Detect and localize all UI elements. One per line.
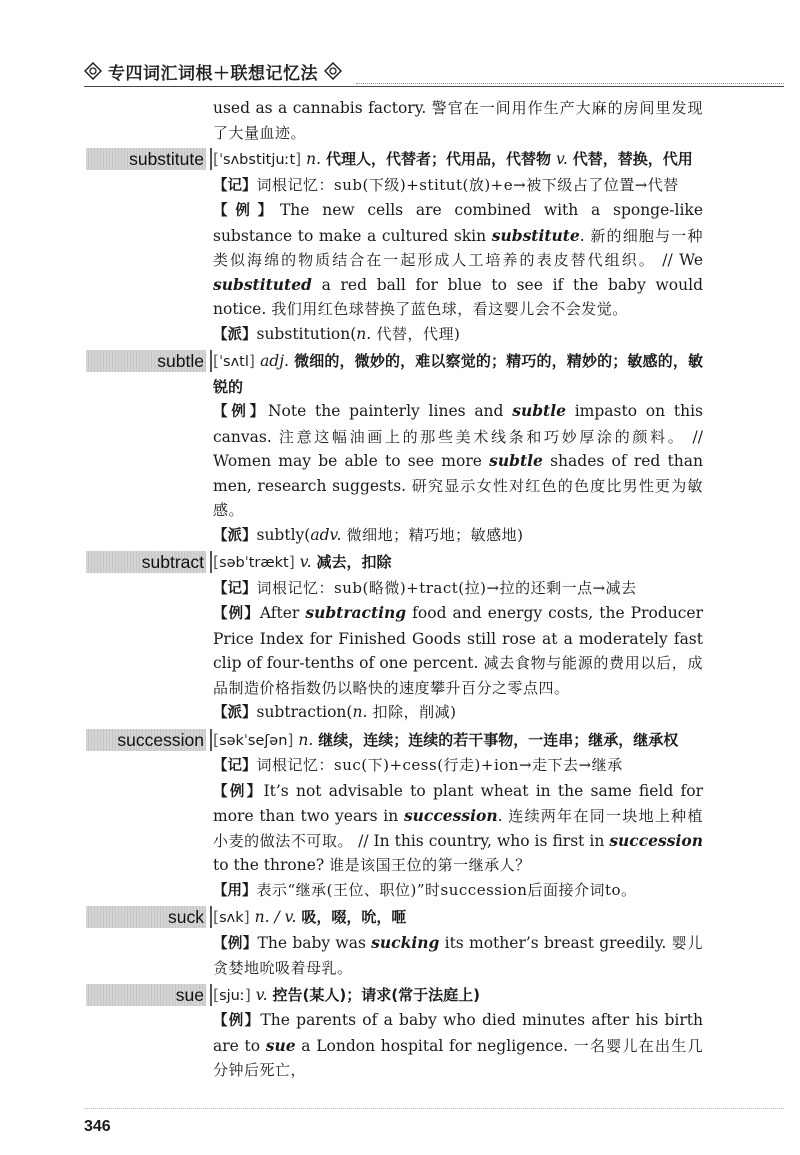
- example-en: to the throne?: [213, 856, 325, 874]
- running-header: [84, 56, 784, 86]
- entry-substitute: [0, 147, 800, 347]
- example-en: Note the painterly lines and: [267, 402, 513, 420]
- example-en: shades of red than men, research suggests.: [213, 452, 703, 495]
- headword-bar: [86, 906, 206, 928]
- derivative-def: 代替，代理): [371, 324, 461, 343]
- usage-text: 表示“继承(王位、职位)”时succession后面接介词to。: [256, 880, 637, 899]
- example-en: a red ball for blue to see if the baby would notice.: [213, 275, 703, 318]
- example-keyword: succession: [609, 830, 703, 850]
- headword: succession: [117, 729, 204, 750]
- example-keyword: substitute: [491, 225, 580, 245]
- memory-text: 词根记忆：sub(略微)+tract(拉)→拉的还剩一点→减去: [256, 578, 637, 597]
- definition: 代替，替换，代用: [572, 150, 693, 168]
- memory-note: [213, 753, 703, 779]
- example-en: The parents of a baby who died minutes after his birth are to: [213, 1011, 704, 1055]
- example-zh: 我们用红色球替换了蓝色球，看这婴儿会不会发觉。: [271, 300, 628, 318]
- example-en: // Women may be able to see more: [213, 427, 703, 470]
- headword-separator: [210, 984, 212, 1006]
- definition-line: [sʌk] n. / v. 吸，啜，吮，咂: [213, 908, 407, 926]
- phonetic: səkˈseʃən: [219, 732, 288, 749]
- definition-line: [səkˈseʃən] n. 继续，连续；连续的若干事物，一连串；继承，继承权: [213, 730, 679, 749]
- example-block: [213, 399, 703, 523]
- example-en: // In this country, who is first in: [358, 831, 610, 850]
- part-of-speech: n.: [298, 730, 314, 749]
- derivative-note: [213, 523, 703, 549]
- part-of-speech: n. / v.: [254, 908, 297, 926]
- example-en: // We: [662, 251, 703, 269]
- header-dotted-rule: [356, 83, 784, 84]
- headword-bar: [86, 148, 206, 170]
- headword: subtract: [141, 552, 204, 572]
- diamond-ornament-icon: [324, 62, 342, 80]
- headword: suck: [168, 907, 204, 927]
- definition-line: [ˈsʌtl] adj. 微细的，微妙的，难以察觉的；精巧的，精妙的；敏感的，敏锐的: [213, 352, 703, 396]
- headword-bar: [86, 729, 206, 751]
- example-zh: 一名婴儿在出生几分钟后死亡，: [213, 1036, 703, 1079]
- headword: subtle: [157, 351, 204, 371]
- definition: 继续，连续；连续的若干事物，一连串；继承，继承权: [318, 730, 679, 749]
- example-zh: 警官在一间用作生产大麻的房间里发现了大量血迹。: [213, 99, 703, 142]
- example-en: food and energy costs, the Producer Price Index for Finished Goods still rose at a moderately fast clip of four-tenths of one percent.: [213, 604, 704, 672]
- memory-text: 词根记忆：suc(下)+cess(行走)+ion→走下去→继承: [256, 756, 623, 774]
- derivative-tag: 【派】: [213, 326, 257, 343]
- part-of-speech: n.: [306, 150, 322, 168]
- definition: 吸，啜，吮，咂: [301, 908, 407, 926]
- headword-separator: [210, 148, 212, 170]
- headword-separator: [210, 906, 212, 928]
- memory-text: 词根记忆：sub(下级)+stitut(放)+e→被下级占了位置→代替: [256, 175, 679, 194]
- definition: 微细的，微妙的，难以察觉的；精巧的，精妙的；敏感的，敏锐的: [213, 352, 703, 396]
- entry-suck: [0, 905, 800, 981]
- headword-bar: [86, 984, 206, 1006]
- memory-note: [213, 576, 703, 602]
- derivative-word: subtly(: [256, 525, 311, 544]
- part-of-speech: n.: [352, 703, 368, 721]
- part-of-speech: v.: [555, 150, 568, 168]
- example-tag: 【例】: [213, 1013, 261, 1029]
- memory-tag: 【记】: [213, 177, 257, 194]
- headword: sue: [175, 984, 204, 1005]
- example-tag: 【例】: [213, 606, 260, 622]
- memory-tag: 【记】: [213, 580, 257, 597]
- memory-tag: 【记】: [213, 758, 257, 774]
- derivative-def: 扣除，削减): [367, 703, 457, 721]
- page-number: 346: [84, 1118, 111, 1135]
- example-zh: 连续两年在同一块地上种植小麦的做法不可取。: [213, 807, 703, 850]
- derivative-word: subtraction(: [256, 703, 353, 721]
- headword-separator: [210, 551, 212, 573]
- part-of-speech: n.: [356, 324, 372, 343]
- derivative-word: substitution(: [256, 324, 357, 343]
- definition-line: [sjuː] v. 控告(某人)；请求(常于法庭上): [213, 985, 480, 1004]
- example-tag: 【例】: [213, 404, 268, 420]
- example-keyword: substituted: [213, 274, 312, 294]
- definition: 代理人，代替者；代用品，代替物: [326, 150, 552, 168]
- example-keyword: sue: [265, 1035, 296, 1055]
- example-en: It’s not advisable to plant wheat in the same field for more than two years in: [213, 781, 704, 825]
- example-keyword: sucking: [371, 932, 440, 952]
- part-of-speech: adv.: [310, 525, 342, 544]
- example-en: its mother’s breast greedily.: [439, 933, 667, 952]
- example-en: impasto on this canvas.: [213, 402, 703, 446]
- definition: 减去，扣除: [316, 553, 392, 571]
- derivative-tag: 【派】: [213, 527, 257, 544]
- phonetic: sjuː: [219, 987, 245, 1004]
- derivative-note: [213, 700, 703, 726]
- dictionary-content: [0, 92, 800, 1083]
- example-keyword: subtle: [512, 401, 566, 420]
- example-zh: 注意这幅油画上的那些美术线条和巧妙厚涂的颜料。: [278, 427, 686, 446]
- example-en: used as a cannabis factory.: [213, 99, 427, 117]
- example-block: [213, 779, 703, 878]
- continued-example: [213, 96, 703, 145]
- example-keyword: subtle: [489, 451, 543, 470]
- entry-sue: [0, 983, 800, 1083]
- phonetic: ˈsʌbstitjuːt: [219, 152, 296, 168]
- derivative-tag: 【派】: [213, 705, 257, 721]
- example-zh: 新的细胞与一种类似海绵的物质结合在一起形成人工培养的表皮替代组织。: [213, 226, 703, 269]
- part-of-speech: adj.: [260, 352, 289, 370]
- example-zh: 研究显示女性对红色的色度比男性更为敏感。: [213, 476, 703, 519]
- headword: substitute: [129, 149, 204, 169]
- usage-tag: 【用】: [213, 882, 257, 899]
- definition-line: [səbˈtrækt] v. 减去，扣除: [213, 553, 392, 571]
- diamond-ornament-icon: [84, 62, 102, 80]
- derivative-def: 微细地；精巧地；敏感地): [341, 525, 524, 544]
- definition: 控告(某人)；请求(常于法庭上): [272, 985, 480, 1004]
- example-keyword: succession: [403, 806, 498, 825]
- example-en: The baby was: [257, 933, 372, 952]
- example-en: .: [579, 226, 585, 245]
- example-tag: 【例】: [213, 203, 280, 219]
- definition-line: [ˈsʌbstitjuːt] n. 代理人，代替者；代用品，代替物 v. 代替，替换，代用: [213, 150, 693, 168]
- example-block: [213, 601, 703, 700]
- example-keyword: subtracting: [305, 603, 407, 622]
- phonetic: səbˈtrækt: [219, 555, 289, 571]
- example-en: The new cells are combined with a sponge-like substance to make a cultured skin: [213, 201, 703, 245]
- phonetic: ˈsʌtl: [219, 354, 249, 370]
- footer-rule: [84, 1108, 784, 1109]
- headword-separator: [210, 729, 212, 751]
- phonetic: sʌk: [219, 910, 244, 926]
- example-block: [213, 1008, 703, 1083]
- headword-separator: [210, 350, 212, 372]
- usage-note: [213, 878, 703, 904]
- example-block: [213, 931, 703, 981]
- example-block: [213, 198, 703, 322]
- memory-note: [213, 173, 703, 199]
- header-rule: [84, 86, 784, 87]
- part-of-speech: v.: [299, 553, 312, 571]
- headword-bar: [86, 551, 206, 573]
- example-tag: 【例】: [213, 935, 258, 952]
- example-zh: 婴儿贪婪地吮吸着母乳。: [213, 933, 703, 977]
- example-tag: 【例】: [213, 783, 264, 800]
- example-en: .: [497, 807, 503, 825]
- derivative-note: [213, 322, 703, 348]
- example-zh: 谁是该国王位的第一继承人？: [329, 856, 531, 874]
- part-of-speech: v.: [255, 985, 268, 1004]
- headword-bar: [86, 350, 206, 372]
- entry-subtract: [0, 550, 800, 726]
- example-zh: 减去食物与能源的费用以后，成品制造价格指数仍以略快的速度攀升百分之零点四。: [213, 654, 703, 697]
- example-en: a London hospital for negligence.: [295, 1036, 569, 1055]
- entry-subtle: [0, 349, 800, 548]
- entry-succession: [0, 728, 800, 904]
- header-title: 专四词汇词根＋联想记忆法: [108, 63, 318, 84]
- example-en: After: [259, 604, 306, 622]
